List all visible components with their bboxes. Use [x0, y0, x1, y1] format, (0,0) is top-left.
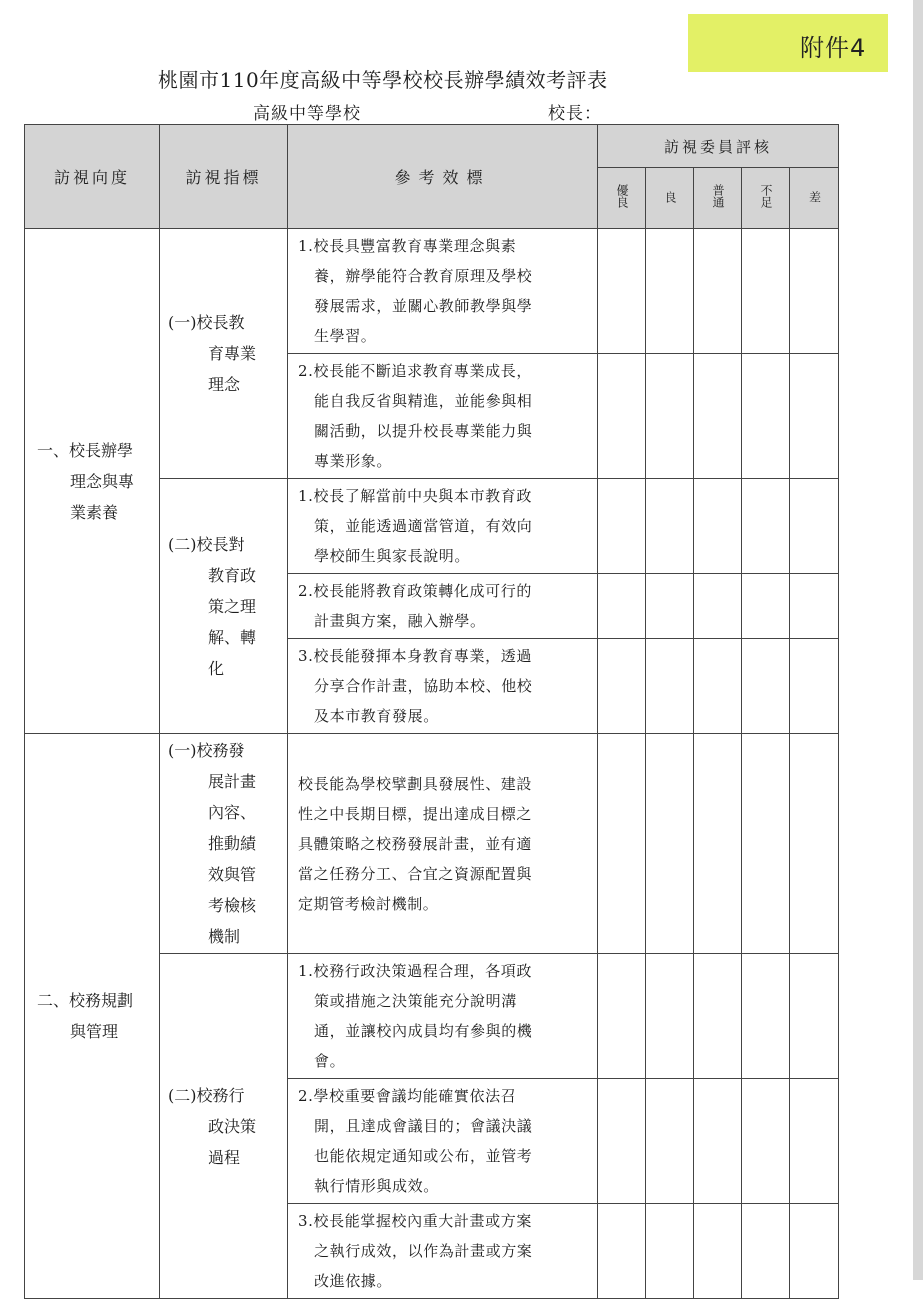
sticky-note — [688, 14, 888, 72]
text-line: 解、轉 — [208, 627, 257, 647]
score-cell-poor[interactable] — [790, 954, 839, 1079]
text-line: 2.校長能將教育政策轉化成可行的 — [298, 582, 532, 600]
score-cell-poor[interactable] — [790, 639, 839, 734]
score-cell-poor[interactable] — [790, 1204, 839, 1299]
text-line: 當之任務分工、合宜之資源配置與 — [298, 864, 533, 883]
text-line: 策之理 — [208, 596, 257, 616]
text-line: 3.校長能發揮本身教育專業，透過 — [298, 647, 532, 665]
text-line: 及本市教育發展。 — [314, 707, 439, 725]
text-line: 會。 — [314, 1052, 346, 1070]
score-cell-insufficient[interactable] — [742, 734, 790, 954]
text-line: 過程 — [208, 1147, 241, 1167]
score-cell-average[interactable] — [694, 954, 742, 1079]
text-line: 1.校務行政決策過程合理，各項政 — [298, 962, 532, 980]
score-cell-average[interactable] — [694, 354, 742, 479]
text-line: 1.校長具豐富教育專業理念與素 — [298, 237, 517, 255]
dimension-cell — [25, 734, 160, 1299]
text-line: 與管理 — [70, 1022, 119, 1041]
text-line: (二)校務行 — [168, 1085, 245, 1105]
evaluation-table — [24, 124, 839, 1299]
text-line: 改進依據。 — [314, 1272, 393, 1290]
score-cell-excellent[interactable] — [598, 354, 646, 479]
score-cell-insufficient[interactable] — [742, 574, 790, 639]
text-line: 理念與專 — [70, 471, 135, 491]
dimension-cell — [25, 229, 160, 734]
text-line: 關活動，以提升校長專業能力與 — [314, 422, 533, 440]
text-line: 生學習。 — [314, 327, 377, 345]
text-line: 政決策 — [208, 1116, 257, 1136]
text-line: 二、校務規劃 — [37, 991, 134, 1010]
text-line: 也能依規定通知或公布，並管考 — [314, 1147, 533, 1165]
text-line: (一)校務發 — [168, 741, 245, 760]
score-cell-good[interactable] — [646, 1079, 694, 1204]
text-line: 3.校長能掌握校內重大計畫或方案 — [298, 1212, 532, 1230]
header-reference: 參考效標 — [288, 125, 598, 229]
score-cell-good[interactable] — [646, 639, 694, 734]
text-line: 育專業 — [208, 344, 257, 363]
text-line: 業素養 — [70, 502, 119, 522]
text-line: 發展需求，並關心教師教學與學 — [314, 297, 533, 315]
score-cell-poor[interactable] — [790, 574, 839, 639]
rating-average: 普通 — [711, 184, 725, 208]
text-line: 養，辦學能符合教育原理及學校 — [314, 267, 533, 285]
table-row — [25, 229, 839, 354]
text-line: 策，並能透過適當管道，有效向 — [314, 517, 533, 535]
corner-note: 附件4 — [800, 34, 867, 62]
score-cell-average[interactable] — [694, 734, 742, 954]
standard-cell — [288, 479, 598, 574]
indicator-cell — [160, 954, 288, 1299]
text-line: (一)校長教 — [168, 313, 245, 332]
page-edge — [913, 0, 923, 1280]
text-line: 開，且達成會議目的；會議決議 — [314, 1117, 533, 1135]
score-cell-poor[interactable] — [790, 734, 839, 954]
text-line: 執行情形與成效。 — [314, 1177, 439, 1195]
score-cell-good[interactable] — [646, 574, 694, 639]
indicator-cell — [160, 229, 288, 479]
score-cell-average[interactable] — [694, 1079, 742, 1204]
text-line: 一、校長辦學 — [37, 440, 134, 460]
score-cell-excellent[interactable] — [598, 1204, 646, 1299]
text-line: 分享合作計畫，協助本校、他校 — [314, 677, 533, 695]
text-line: 機制 — [208, 927, 241, 946]
score-cell-average[interactable] — [694, 229, 742, 354]
score-cell-insufficient[interactable] — [742, 479, 790, 574]
score-cell-insufficient[interactable] — [742, 954, 790, 1079]
score-cell-poor[interactable] — [790, 1079, 839, 1204]
score-cell-excellent[interactable] — [598, 229, 646, 354]
score-cell-good[interactable] — [646, 479, 694, 574]
score-cell-excellent[interactable] — [598, 574, 646, 639]
text-line: 1.校長了解當前中央與本市教育政 — [298, 487, 532, 505]
score-cell-excellent[interactable] — [598, 1079, 646, 1204]
standard-cell — [288, 1204, 598, 1299]
text-line: 性之中長期目標，提出達成目標之 — [298, 804, 533, 823]
score-cell-excellent[interactable] — [598, 479, 646, 574]
table-row — [25, 734, 839, 954]
text-line: 校長能為學校擘劃具發展性、建設 — [298, 774, 533, 793]
text-line: 內容、 — [208, 803, 257, 822]
text-line: 教育政 — [208, 565, 257, 585]
header-indicator: 訪視指標 — [160, 125, 288, 229]
text-line: 專業形象。 — [314, 452, 393, 470]
rating-excellent: 優良 — [615, 184, 629, 208]
score-cell-average[interactable] — [694, 574, 742, 639]
standard-cell — [288, 229, 598, 354]
score-cell-good[interactable] — [646, 229, 694, 354]
score-cell-excellent[interactable] — [598, 639, 646, 734]
text-line: 學校師生與家長說明。 — [314, 547, 471, 565]
text-line: 之執行成效，以作為計畫或方案 — [314, 1242, 533, 1260]
score-cell-insufficient[interactable] — [742, 354, 790, 479]
text-line: 能自我反省與精進，並能參與相 — [314, 392, 533, 410]
table-body — [25, 229, 839, 1299]
standard-cell — [288, 354, 598, 479]
score-cell-poor[interactable] — [790, 479, 839, 574]
rating-insufficient: 不足 — [759, 184, 773, 208]
score-cell-insufficient[interactable] — [742, 229, 790, 354]
score-cell-good[interactable] — [646, 734, 694, 954]
text-line: (二)校長對 — [168, 534, 245, 554]
header-dimension: 訪視向度 — [25, 125, 160, 229]
text-line: 理念 — [208, 375, 241, 394]
text-line: 2.學校重要會議均能確實依法召 — [298, 1087, 517, 1105]
text-line: 通，並讓校內成員均有參與的機 — [314, 1022, 533, 1040]
score-cell-insufficient[interactable] — [742, 639, 790, 734]
text-line: 推動績 — [208, 834, 257, 853]
score-cell-excellent[interactable] — [598, 734, 646, 954]
principal-label: 校長： — [548, 104, 602, 124]
indicator-cell — [160, 734, 288, 954]
score-cell-good[interactable] — [646, 954, 694, 1079]
rating-good: 良 — [663, 191, 677, 203]
text-line: 效與管 — [208, 865, 257, 884]
score-cell-good[interactable] — [646, 354, 694, 479]
rating-poor: 差 — [807, 191, 822, 203]
score-cell-average[interactable] — [694, 639, 742, 734]
standard-cell — [288, 574, 598, 639]
page-title: 桃園市110年度高級中等學校校長辦學績效考評表 — [158, 68, 608, 92]
standard-cell — [288, 954, 598, 1079]
score-cell-poor[interactable] — [790, 229, 839, 354]
text-line: 具體策略之校務發展計畫，並有適 — [298, 834, 533, 853]
header-committee: 訪視委員評核 — [598, 125, 839, 168]
score-cell-insufficient[interactable] — [742, 1204, 790, 1299]
indicator-cell — [160, 479, 288, 734]
standard-cell — [288, 639, 598, 734]
text-line: 展計畫 — [208, 772, 257, 791]
text-line: 2.校長能不斷追求教育專業成長， — [298, 362, 532, 380]
standard-cell — [288, 1079, 598, 1204]
score-cell-average[interactable] — [694, 479, 742, 574]
text-line: 計畫與方案，融入辦學。 — [314, 612, 486, 630]
score-cell-excellent[interactable] — [598, 954, 646, 1079]
score-cell-good[interactable] — [646, 1204, 694, 1299]
score-cell-insufficient[interactable] — [742, 1079, 790, 1204]
text-line: 定期管考檢討機制。 — [298, 894, 439, 913]
standard-cell — [288, 734, 598, 954]
text-line: 策或措施之決策能充分說明溝 — [314, 992, 517, 1010]
score-cell-poor[interactable] — [790, 354, 839, 479]
text-line: 考檢核 — [208, 896, 257, 915]
score-cell-average[interactable] — [694, 1204, 742, 1299]
school-label: 高級中等學校 — [253, 104, 361, 124]
text-line: 化 — [208, 658, 225, 678]
